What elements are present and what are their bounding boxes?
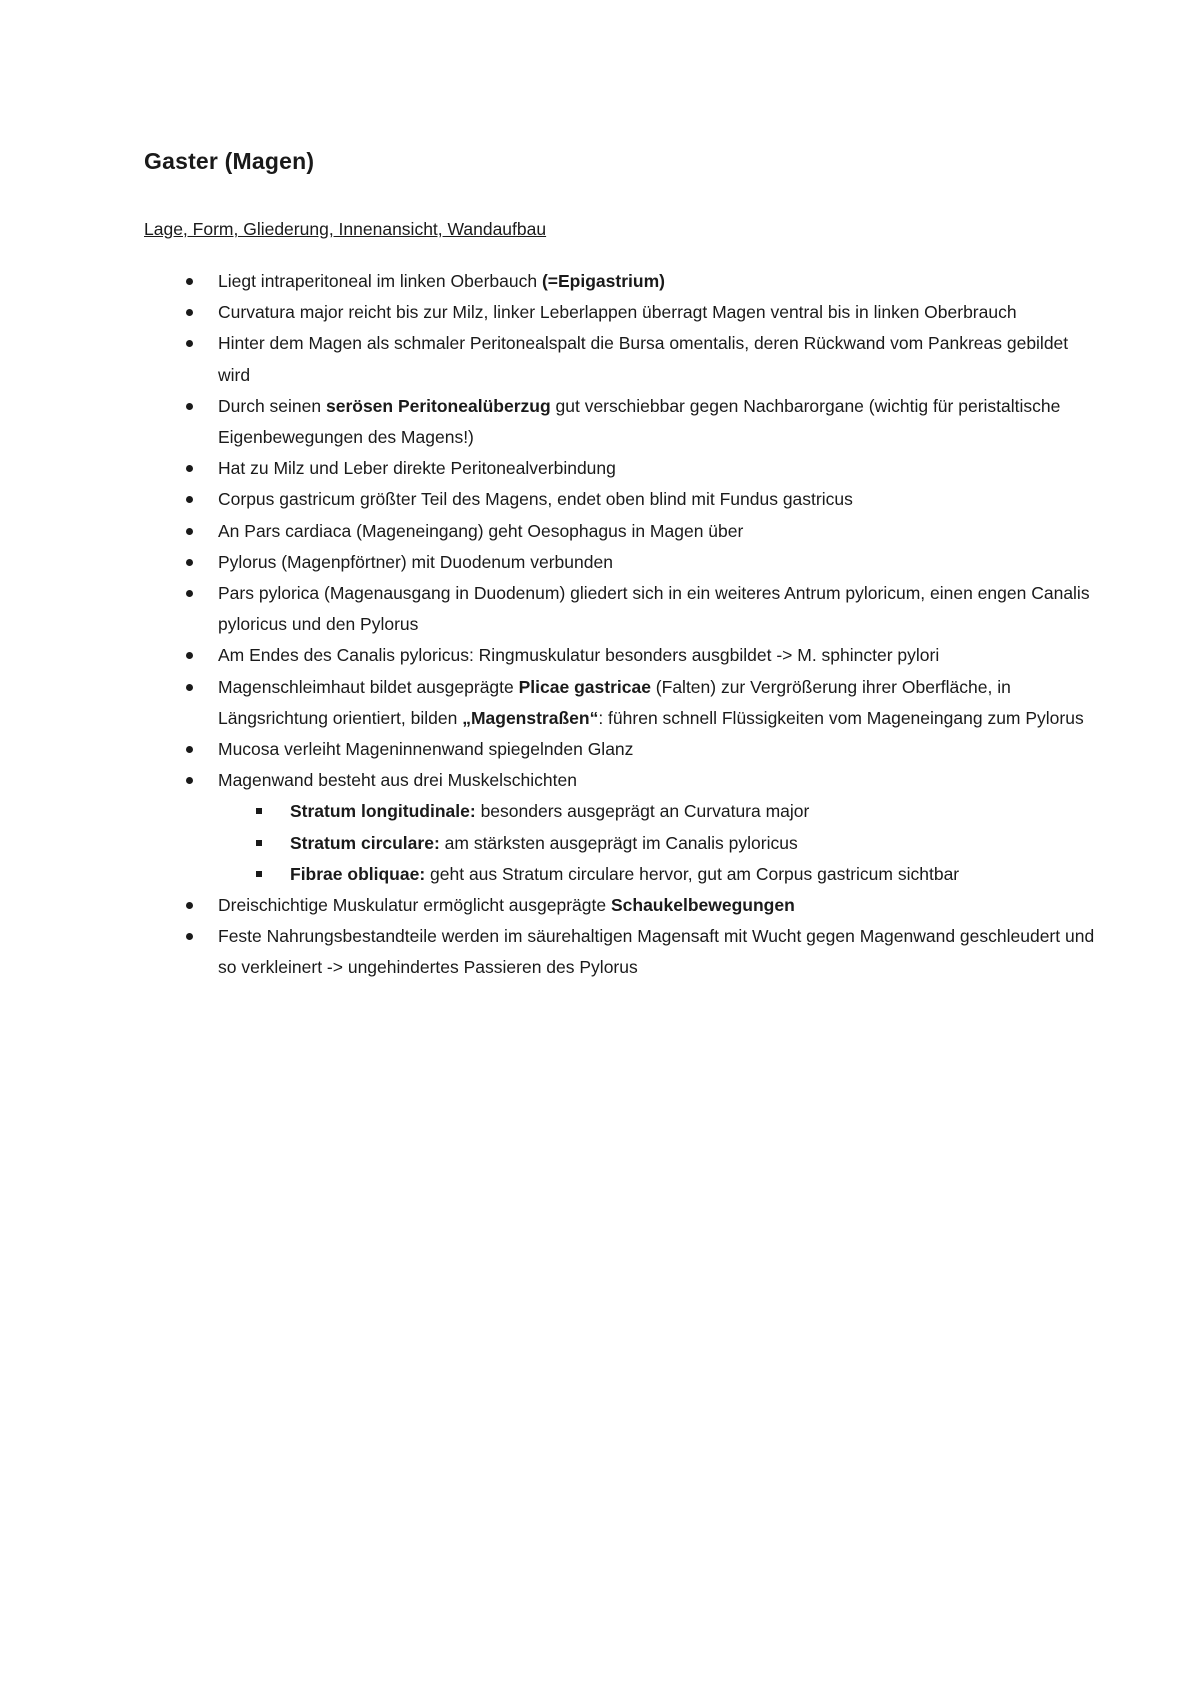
list-item xyxy=(218,453,1098,484)
list-item xyxy=(218,547,1098,578)
text-run: Magenwand besteht aus drei Muskelschichten xyxy=(218,770,577,791)
text-run: Feste Nahrungsbestandteile werden im säurehaltigen Magensaft mit Wucht gegen Magenwand geschleudert und so verkleinert -> ungehindertes Passieren des Pylorus xyxy=(218,926,1095,978)
text-run: Durch seinen xyxy=(218,395,326,416)
text-run: Pylorus (Magenpförtner) mit Duodenum verbunden xyxy=(218,551,613,572)
list-item xyxy=(218,266,1098,297)
list-item xyxy=(218,921,1098,983)
bold-text: „Magenstraßen“ xyxy=(462,707,599,728)
text-run: besonders ausgeprägt an Curvatura major xyxy=(475,801,810,822)
sub-list-item xyxy=(290,828,1098,859)
bold-text: Schaukelbewegungen xyxy=(610,895,795,916)
text-run: Am Endes des Canalis pyloricus: Ringmuskulatur besonders ausgbildet -> M. sphincter pylori xyxy=(218,645,940,666)
text-run: (Falten) zur Vergrößerung ihrer Oberfläche, in Längsrichtung orientiert, bilden xyxy=(218,676,1011,728)
list-item xyxy=(218,640,1098,671)
bold-text: Stratum longitudinale: xyxy=(290,801,476,822)
list-item xyxy=(218,765,1098,890)
bold-text: Plicae gastricae xyxy=(518,676,651,697)
list-item xyxy=(218,297,1098,328)
list-item xyxy=(218,890,1098,921)
text-run: Liegt intraperitoneal im linken Oberbauch xyxy=(218,271,542,291)
text-run: Magenschleimhaut bildet ausgeprägte xyxy=(218,676,519,697)
text-run: Pars pylorica (Magenausgang in Duodenum) gliedert sich in ein weiteres Antrum pyloricum, einen engen Canalis pyloricus und den Pylorus xyxy=(218,583,1090,635)
text-run: Dreischichtige Muskulatur ermöglicht ausgeprägte xyxy=(218,895,611,916)
list-item xyxy=(218,672,1098,734)
text-run: gut verschiebbar gegen Nachbarorgane (wichtig für peristaltische Eigenbewegungen des Magens!) xyxy=(218,395,1061,448)
bold-text: Fibrae obliquae: xyxy=(290,863,426,884)
text-run: Curvatura major reicht bis zur Milz, linker Leberlappen überragt Magen ventral bis in linken Oberbrauch xyxy=(218,302,1017,323)
section-heading: Lage, Form, Gliederung, Innenansicht, Wandaufbau xyxy=(144,219,547,239)
page-title: Gaster (Magen) xyxy=(144,148,315,174)
list-item xyxy=(218,484,1098,515)
text-run: : führen schnell Flüssigkeiten vom Mageneingang zum Pylorus xyxy=(598,707,1084,728)
list-item xyxy=(218,328,1098,390)
text-run: Mucosa verleiht Mageninnenwand spiegelnden Glanz xyxy=(218,739,634,760)
text-run: An Pars cardiaca (Mageneingang) geht Oesophagus in Magen über xyxy=(218,520,744,541)
list-item xyxy=(218,516,1098,547)
bold-text: (=Epigastrium) xyxy=(541,271,665,291)
text-run: geht aus Stratum circulare hervor, gut am Corpus gastricum sichtbar xyxy=(425,863,960,884)
bold-text: serösen Peritonealüberzug xyxy=(325,395,551,416)
list-item xyxy=(218,734,1098,765)
sub-list-item xyxy=(290,796,1098,827)
sub-bullet-list xyxy=(218,796,1098,890)
bullet-list xyxy=(218,266,1098,984)
list-item xyxy=(218,578,1098,640)
text-run: Hat zu Milz und Leber direkte Peritonealverbindung xyxy=(218,458,616,479)
bold-text: Stratum circulare: xyxy=(290,832,440,853)
text-run: am stärksten ausgeprägt im Canalis pyloricus xyxy=(439,832,798,853)
text-run: Hinter dem Magen als schmaler Peritonealspalt die Bursa omentalis, deren Rückwand vom Pankreas gebildet wird xyxy=(218,333,1069,385)
list-item xyxy=(218,391,1098,453)
sub-list-item xyxy=(290,859,1098,890)
text-run: Corpus gastricum größter Teil des Magens, endet oben blind mit Fundus gastricus xyxy=(218,489,853,510)
